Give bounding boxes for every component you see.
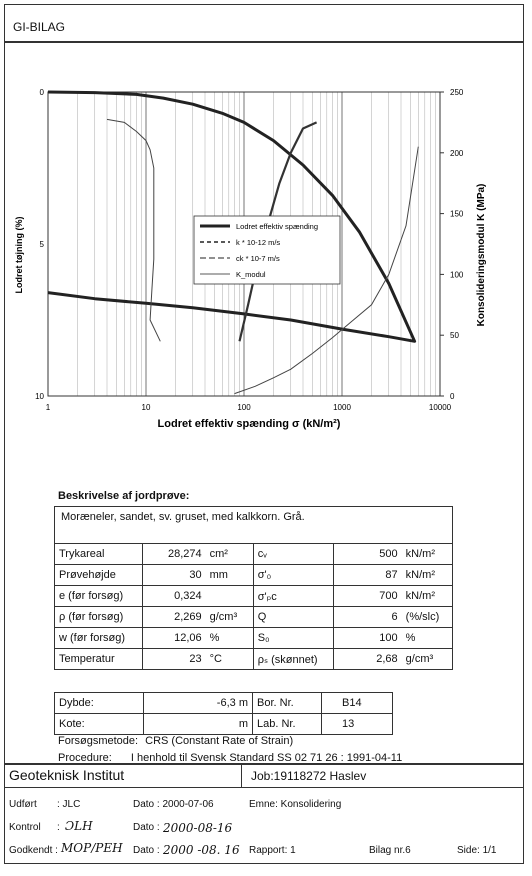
param-unit: mm: [206, 565, 254, 586]
kontrol-signature: ƆLH: [65, 819, 93, 833]
kontrol-date-label: Dato :: [133, 822, 160, 833]
y-right-tick-label: 150: [450, 209, 464, 219]
job-number: Job:19118272 Haslev: [251, 769, 367, 783]
kote-label: Kote:: [55, 714, 144, 735]
param-unit: %: [206, 628, 254, 649]
param-unit: kN/m²: [402, 544, 453, 565]
parameters-table: [54, 543, 453, 670]
param-label: ρ (før forsøg): [55, 607, 143, 628]
param-label: w (før forsøg): [55, 628, 143, 649]
dybde-label: Dybde:: [55, 693, 144, 714]
table-row: [55, 693, 393, 714]
legend-label: Lodret effektiv spænding: [236, 222, 318, 231]
legend-label: k * 10-12 m/s: [236, 238, 281, 247]
param-unit: kN/m²: [402, 586, 453, 607]
forsog-value: CRS (Constant Rate of Strain): [145, 735, 294, 747]
param-value: 2,269: [142, 607, 205, 628]
param-value: 700: [333, 586, 401, 607]
dybde-value: -6,3: [216, 697, 236, 709]
emne: Emne: Konsolidering: [249, 799, 342, 810]
param-value: 2,68: [333, 649, 401, 670]
param-value: 28,274: [142, 544, 205, 565]
kontrol-label: Kontrol: [9, 822, 41, 833]
table-row: [55, 586, 453, 607]
description-title: Beskrivelse af jordprøve:: [58, 490, 190, 502]
udfort-value: : JLC: [57, 799, 81, 810]
kontrol-date: 2000-08-16: [163, 821, 233, 835]
param-value: 500: [333, 544, 401, 565]
procedure-value: I henhold til Svensk Standard SS 02 71 26 : 1991-04-11: [130, 752, 403, 764]
method-row: [58, 735, 293, 747]
param-label: cᵥ: [253, 544, 333, 565]
param-value: 6: [333, 607, 401, 628]
table-row: [55, 649, 453, 670]
kote-unit: m: [144, 714, 253, 735]
bilag: Bilag nr.6: [369, 845, 411, 856]
param-unit: g/cm³: [206, 607, 254, 628]
chart-legend: [194, 216, 340, 284]
y-right-tick-label: 100: [450, 270, 464, 280]
y-left-tick-label: 10: [35, 392, 44, 401]
param-label: σ'ₚc: [253, 586, 333, 607]
dybde-unit: m: [238, 697, 248, 709]
param-label: Q: [253, 607, 333, 628]
y-right-tick-label: 200: [450, 148, 464, 158]
param-unit: g/cm³: [402, 649, 453, 670]
legend-label: ck * 10-7 m/s: [236, 254, 280, 263]
procedure-label: Procedure:: [58, 752, 112, 764]
consolidation-chart: [4, 80, 524, 440]
godkendt-date-label: Dato :: [133, 845, 160, 856]
x-tick-label: 100: [237, 403, 251, 412]
ck-curve: [107, 119, 160, 341]
table-row: [55, 544, 453, 565]
param-unit: kN/m²: [402, 565, 453, 586]
y-left-tick-label: 0: [39, 88, 44, 97]
bor-value: B14: [322, 693, 393, 714]
param-unit: (%/slc): [402, 607, 453, 628]
x-axis-label: Lodret effektiv spænding σ (kN/m²): [157, 418, 341, 430]
x-tick-label: 10: [141, 403, 151, 412]
lab-value: 13: [322, 714, 393, 735]
y-right-tick-label: 50: [450, 331, 459, 341]
udfort-label: Udført: [9, 799, 37, 810]
param-value: 100: [333, 628, 401, 649]
y-left-tick-label: 5: [39, 240, 44, 249]
description-text: Moræneler, sandet, sv. gruset, med kalkkorn. Grå.: [61, 511, 305, 523]
param-unit: °C: [206, 649, 254, 670]
table-row: [55, 565, 453, 586]
y-axis-right-label: Konsolideringsmodul K (MPa): [476, 183, 487, 327]
table-row: [55, 714, 393, 735]
bor-label: Bor. Nr.: [253, 693, 322, 714]
kontrol-colon: :: [57, 822, 60, 833]
param-label: Prøvehøjde: [55, 565, 143, 586]
y-right-tick-label: 0: [450, 392, 455, 401]
lab-label: Lab. Nr.: [253, 714, 322, 735]
godkendt-date: 2000 -08. 16: [163, 843, 240, 857]
side: Side: 1/1: [457, 845, 497, 856]
param-value: 30: [142, 565, 205, 586]
x-tick-label: 10000: [428, 403, 452, 412]
table-row: [55, 607, 453, 628]
param-value: 0,324: [142, 586, 205, 607]
param-label: σ'₀: [253, 565, 333, 586]
param-unit: %: [402, 628, 453, 649]
procedure-row: [58, 752, 402, 764]
godkendt-label: Godkendt :: [9, 845, 58, 856]
udfort-date: Dato : 2000-07-06: [133, 799, 214, 810]
param-unit: cm²: [206, 544, 254, 565]
param-value: 23: [142, 649, 205, 670]
document-header: [4, 4, 524, 42]
param-value: 87: [333, 565, 401, 586]
param-label: e (før forsøg): [55, 586, 143, 607]
y-axis-left-label: Lodret tøjning (%): [14, 216, 24, 294]
location-table: [54, 692, 393, 735]
param-label: Temperatur: [55, 649, 143, 670]
param-label: ρₛ (skønnet): [253, 649, 333, 670]
godkendt-signature: MOP/PEH: [61, 841, 123, 855]
institute-name: Geoteknisk Institut: [9, 767, 125, 783]
x-tick-label: 1000: [333, 403, 351, 412]
param-label: S₀: [253, 628, 333, 649]
footer-block: [4, 764, 524, 864]
legend-label: K_modul: [236, 270, 266, 279]
y-right-tick-label: 250: [450, 88, 464, 97]
header-title: GI-BILAG: [13, 20, 66, 34]
x-tick-label: 1: [45, 403, 51, 412]
table-row: [55, 628, 453, 649]
param-label: Trykareal: [55, 544, 143, 565]
rapport: Rapport: 1: [249, 845, 296, 856]
description-box: [54, 506, 453, 544]
param-unit: [206, 586, 254, 607]
forsog-label: Forsøgsmetode:: [58, 735, 139, 747]
param-value: 12,06: [142, 628, 205, 649]
